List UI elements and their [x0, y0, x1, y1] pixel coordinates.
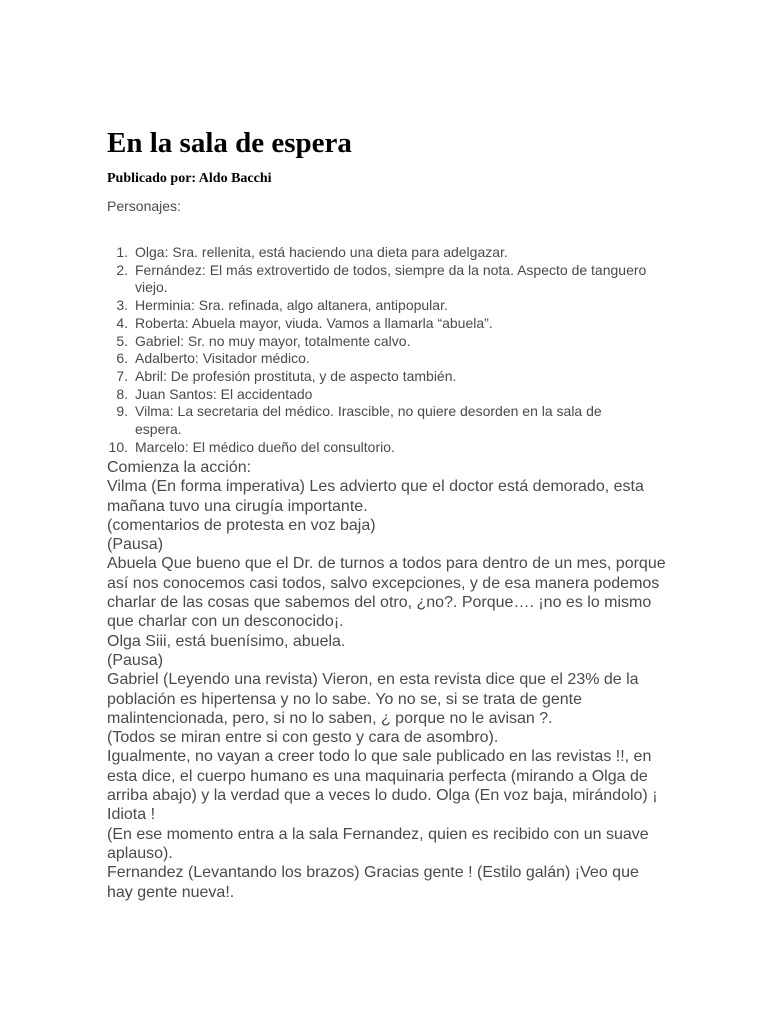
character-item [107, 244, 647, 262]
characters-heading: Personajes: [107, 198, 181, 214]
character-item [107, 315, 647, 333]
script-body [107, 458, 667, 902]
character-description: Marcelo: El médico dueño del consultorio. [135, 438, 395, 455]
character-description: Roberta: Abuela mayor, viuda. Vamos a llamarla “abuela”. [135, 314, 493, 331]
document-title: En la sala de espera [107, 127, 352, 159]
character-description: Abril: De profesión prostituta, y de aspecto también. [135, 367, 457, 384]
character-description: Olga: Sra. rellenita, está haciendo una dieta para adelgazar. [135, 244, 508, 260]
character-description: Juan Santos: El accidentado [135, 385, 313, 402]
character-number: 4. [116, 314, 128, 331]
characters-list [107, 244, 693, 456]
script-paragraph: Igualmente, no vayan a creer todo lo que sale publicado en las revistas !!, en esta dice, el cuerpo humano es una maquinaria perfecta (mirando a Olga de arriba abajo) y la verdad que a veces lo dudo. Olga (En voz baja, mirándolo) ¡ Idiota ! [107, 748, 658, 824]
character-number: 5. [116, 332, 128, 349]
character-number: 8. [116, 385, 128, 402]
character-item [107, 368, 647, 386]
character-item [107, 261, 693, 297]
character-description: Vilma: La secretaria del médico. Irascible, no quiere desorden en la sala de espera. [135, 403, 602, 438]
character-item [107, 403, 647, 438]
character-description: Adalberto: Visitador médico. [135, 350, 310, 367]
character-number: 10. [108, 438, 128, 455]
script-paragraph: (En ese momento entra a la sala Fernandez, quien es recibido con un suave aplauso). [107, 825, 649, 862]
script-paragraph: (comentarios de protesta en voz baja) [107, 516, 376, 534]
character-number: 6. [116, 350, 128, 367]
character-number: 3. [116, 297, 128, 314]
character-description: Gabriel: Sr. no muy mayor, totalmente calvo. [135, 332, 411, 349]
character-item [107, 439, 647, 457]
character-description: Herminia: Sra. refinada, algo altanera, antipopular. [135, 297, 448, 314]
script-paragraph: (Todos se miran entre si con gesto y cara de asombro). [107, 729, 499, 747]
character-number: 2. [116, 261, 128, 278]
script-paragraph: Vilma (En forma imperativa) Les advierto que el doctor está demorado, esta mañana tuvo una cirugía importante. [107, 478, 644, 515]
character-description: Fernández: El más extrovertido de todos, siempre da la nota. Aspecto de tanguero viejo. [135, 261, 693, 296]
script-paragraph: Gabriel (Leyendo una revista) Vieron, en esta revista dice que el 23% de la población es hipertensa y no lo sabe. Yo no se, si se trata de gente malintencionada, pero, si no lo saben, ¿ porque no le avisan ?. [107, 671, 639, 727]
script-paragraph: Olga Siii, está buenísimo, abuela. [107, 632, 346, 650]
script-paragraph: Comienza la acción: [107, 459, 252, 476]
script-paragraph: (Pausa) [107, 651, 164, 669]
character-item [107, 297, 647, 315]
script-paragraph: (Pausa) [107, 536, 164, 554]
character-item [107, 333, 647, 351]
character-item [107, 386, 647, 404]
byline: Publicado por: Aldo Bacchi [107, 171, 272, 186]
character-item [107, 350, 647, 368]
character-number: 1. [116, 244, 128, 260]
character-number: 7. [116, 367, 128, 384]
script-paragraph: Fernandez (Levantando los brazos) Gracias gente ! (Estilo galán) ¡Veo que hay gente nueva!. [107, 864, 639, 901]
character-number: 9. [116, 403, 128, 420]
script-paragraph: Abuela Que bueno que el Dr. de turnos a todos para dentro de un mes, porque así nos conocemos casi todos, salvo excepciones, y de esa manera podemos charlar de las cosas que sabemos del otro, ¿no?. Porque…. ¡no es lo mismo que charlar con un desconocido¡. [107, 555, 666, 631]
